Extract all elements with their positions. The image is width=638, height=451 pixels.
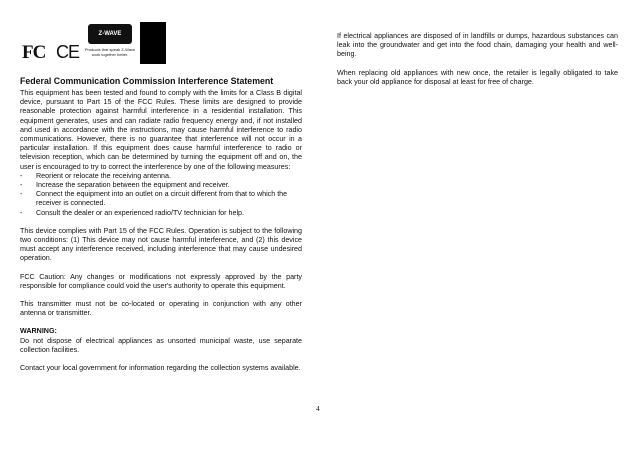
certification-logos — [20, 20, 302, 70]
warning-title: WARNING: — [20, 327, 57, 336]
page-number: 4 — [316, 404, 320, 413]
fcc-caution-paragraph: FCC Caution: Any changes or modifications not expressly approved by the party responsible for compliance could void the user's authority to operate this equipment. — [20, 272, 302, 290]
co-location-paragraph: This transmitter must not be co-located or operating in conjunction with any other antenna or transmitter. — [20, 300, 302, 318]
disposal-paragraph: If electrical appliances are disposed of in landfills or dumps, hazardous substances can leak into the groundwater and get into the food chain, damaging your health and well-being. — [337, 32, 618, 59]
list-item: - Reorient or relocate the receiving antenna. — [20, 171, 171, 180]
black-image-block — [140, 22, 166, 64]
replacement-paragraph: When replacing old appliances with new once, the retailer is legally obligated to take back your old appliance for disposal at least for free of charge. — [337, 68, 618, 86]
list-item: - Consult the dealer or an experienced radio/TV technician for help. — [20, 208, 244, 217]
zwave-logo-mark: Z-WAVE — [88, 24, 132, 44]
contact-paragraph: Contact your local government for information regarding the collection systems available. — [20, 364, 301, 373]
ce-logo: CE — [56, 42, 80, 62]
zwave-tagline: Products that speak Z-Wave work together better. — [84, 47, 136, 57]
measures-list — [20, 172, 302, 218]
right-column — [337, 32, 618, 87]
warning-paragraph: Do not dispose of electrical appliances as unsorted municipal waste, use separate collection facilities. — [20, 336, 302, 354]
zwave-logo — [84, 24, 136, 68]
list-item: - Connect the equipment into an outlet on a circuit different from that to which the receiver is connected. — [20, 190, 288, 208]
fcc-paragraph-2: This device complies with Part 15 of the FCC Rules. Operation is subject to the following two conditions: (1) This device may not cause harmful interference, and (2) this device must accept any interference received, including interference that may cause undesired operation. — [20, 226, 302, 263]
left-column — [20, 20, 302, 373]
fcc-paragraph-1: This equipment has been tested and found to comply with the limits for a Class B digital device, pursuant to Part 15 of the FCC Rules. These limits are designed to provide reasonable protection against harmful interference in a residential installation. This equipment generates, uses and can radiate radio frequency energy and, if not installed and used in accordance with the instructions, may cause harmful interference to radio communications. However, there is no guarantee that interference will not occur in a particular installation. If this equipment does cause harmful interference to radio or television reception, which can be determined by turning the equipment off and on, the user is encouraged to try to correct the interference by one of the following measures: — [20, 89, 302, 171]
list-item: - Increase the separation between the equipment and receiver. — [20, 181, 230, 190]
fcc-logo: FC — [22, 42, 46, 63]
fcc-statement-title: Federal Communication Commission Interference Statement — [20, 76, 274, 86]
